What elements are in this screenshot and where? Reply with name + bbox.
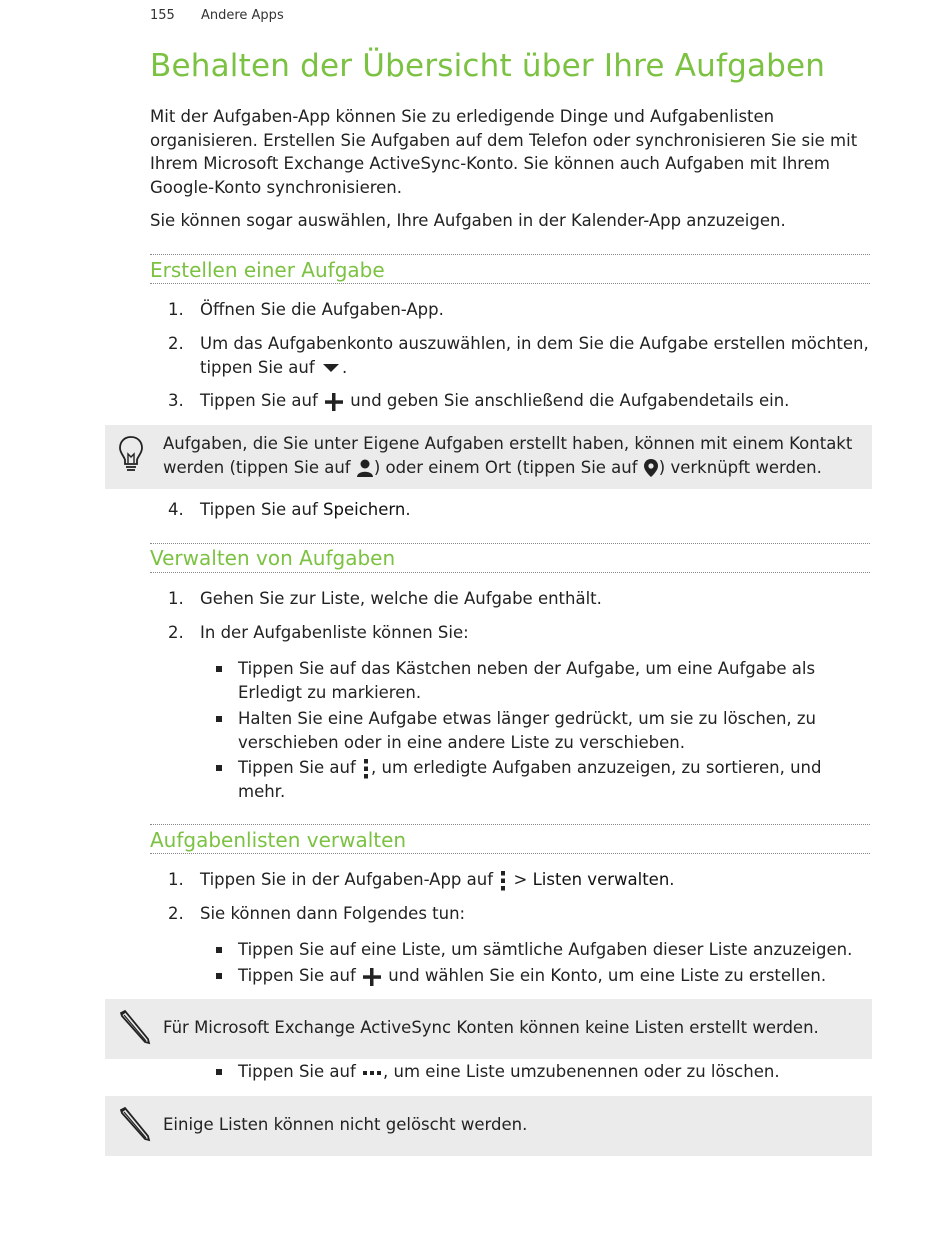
intro-paragraph-2: Sie können sogar auswählen, Ihre Aufgaben in der Kalender-App anzuzeigen.	[150, 211, 786, 230]
header-section: Andere Apps	[200, 8, 284, 23]
note-text: Einige Listen können nicht gelöscht werden.	[163, 1115, 528, 1134]
divider	[150, 824, 870, 825]
note-box	[105, 999, 872, 1059]
dropdown-arrow-icon	[320, 361, 342, 375]
divider	[150, 572, 870, 573]
page-header	[150, 8, 306, 23]
intro-paragraph-1: Mit der Aufgaben-App können Sie zu erledigende Dinge und Aufgabenlisten organisieren. Erstellen Sie Aufgaben auf dem Telefon oder synchronisieren Sie sie mit Ihrem Microsoft Exchange ActiveSync-Konto. Sie können auch Aufgaben mit Ihrem Google-Konto synchronisieren.	[150, 107, 858, 197]
section-heading-manage-lists: Aufgabenlisten verwalten	[150, 828, 407, 852]
bullet-marker	[216, 765, 222, 771]
divider	[150, 543, 870, 544]
vertical-more-icon	[498, 870, 508, 892]
divider	[150, 853, 870, 854]
save-label: Speichern	[323, 500, 406, 519]
section-heading-create-task: Erstellen einer Aufgabe	[150, 258, 385, 282]
bullet-marker	[216, 1069, 222, 1075]
bullet-marker	[216, 666, 222, 672]
lightbulb-icon	[117, 434, 145, 474]
plus-icon	[323, 392, 345, 412]
location-pin-icon	[643, 458, 659, 478]
pencil-icon	[117, 1106, 151, 1142]
person-icon	[356, 458, 374, 478]
plus-icon	[361, 967, 383, 987]
divider	[150, 283, 870, 284]
divider	[150, 254, 870, 255]
horizontal-more-icon	[361, 1068, 383, 1078]
note-text: Für Microsoft Exchange ActiveSync Konten können keine Listen erstellt werden.	[163, 1018, 819, 1037]
page-title: Behalten der Übersicht über Ihre Aufgaben	[150, 48, 826, 84]
manage-lists-label: Listen verwalten	[532, 870, 670, 889]
page-number: 155	[150, 8, 175, 23]
bullet-marker	[216, 973, 222, 979]
vertical-more-icon	[361, 758, 371, 780]
tip-box: Aufgaben, die Sie unter Eigene Aufgaben erstellt haben, können mit einem Kontakt werden (tippen Sie auf ) oder einem Ort (tippen Sie auf ) verknüpft werden.	[105, 425, 872, 489]
note-box	[105, 1096, 872, 1156]
section-heading-manage-tasks: Verwalten von Aufgaben	[150, 546, 396, 570]
pencil-icon	[117, 1009, 151, 1045]
bullet-marker	[216, 716, 222, 722]
bullet-marker	[216, 947, 222, 953]
